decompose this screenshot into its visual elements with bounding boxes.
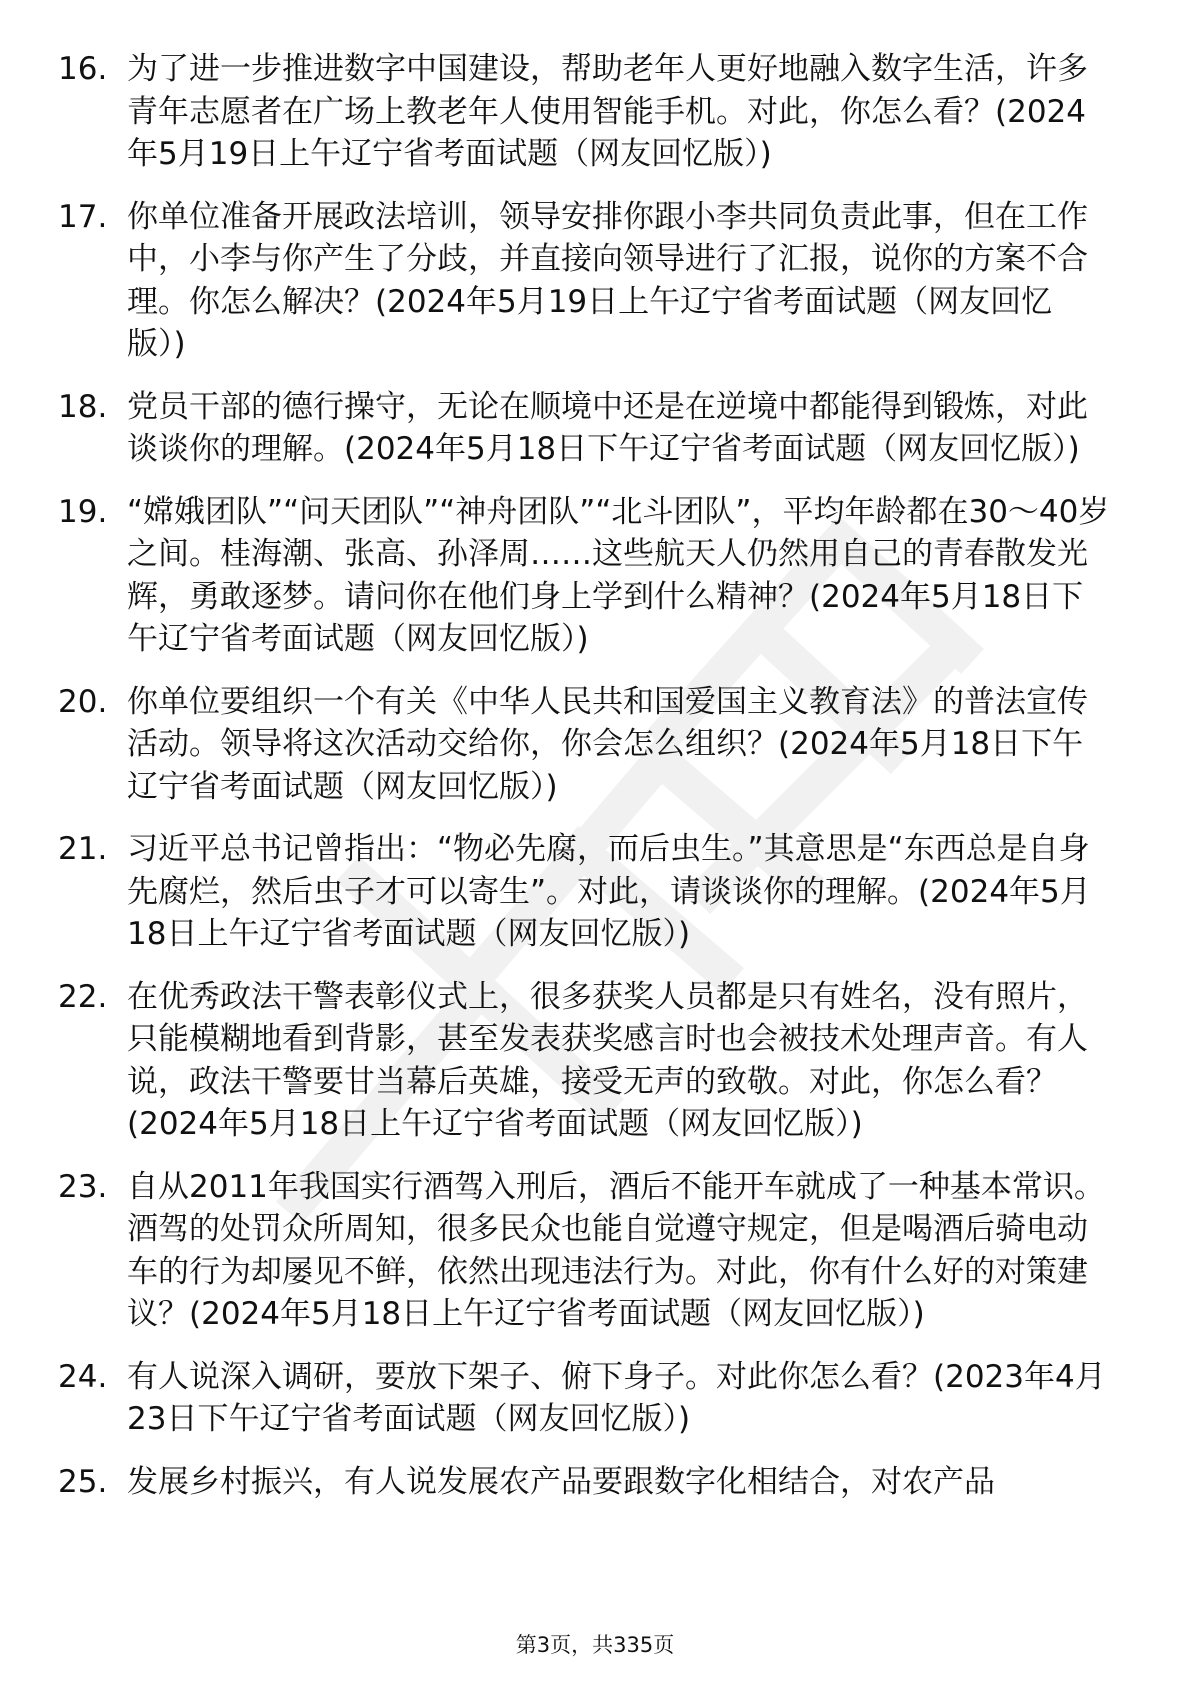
question-item [0,1166,1190,1336]
question-item [0,1356,1190,1441]
question-item [0,491,1190,661]
question-list [0,48,1190,1523]
question-number: 20. [58,683,108,720]
question-number: 24. [58,1358,108,1395]
question-number: 18. [58,388,108,425]
question-number: 16. [58,51,108,87]
question-item [0,1461,1190,1504]
question-number: 23. [58,1168,108,1205]
question-number: 22. [58,978,108,1015]
question-text: “嫦娥团队”“问天团队”“神舟团队”“北斗团队”，平均年龄都在30～40岁之间。桂海潮、张高、孙泽周……这些航天人仍然用自己的青春散发光辉，勇敢逐梦。请问你在他们身上学到什么精神？(2024年5月18日下午辽宁省考面试题（网友回忆版）) [127,493,1110,657]
question-number: 21. [58,831,108,867]
question-text: 党员干部的德行操守，无论在顺境中还是在逆境中都能得到锻炼，对此谈谈你的理解。(2024年5月18日下午辽宁省考面试题（网友回忆版）) [127,388,1088,467]
question-item [0,196,1190,366]
question-text: 你单位要组织一个有关《中华人民共和国爱国主义教育法》的普法宣传活动。领导将这次活动交给你，你会怎么组织？(2024年5月18日下午辽宁省考面试题（网友回忆版）) [127,683,1088,805]
question-item [0,48,1190,176]
question-text: 在优秀政法干警表彰仪式上，很多获奖人员都是只有姓名，没有照片，只能模糊地看到背影，甚至发表获奖感言时也会被技术处理声音。有人说，政法干警要甘当幕后英雄，接受无声的致敬。对此，你怎么看？(2024年5月18日上午辽宁省考面试题（网友回忆版）) [127,978,1088,1142]
question-item [0,976,1190,1146]
question-number: 17. [58,198,108,235]
question-item [0,386,1190,471]
question-text: 有人说深入调研，要放下架子、俯下身子。对此你怎么看？(2023年4月23日下午辽宁省考面试题（网友回忆版）) [127,1358,1106,1437]
page-indicator: 第3页，共335页 [515,1633,675,1657]
question-text: 发展乡村振兴，有人说发展农产品要跟数字化相结合，对农产品 [127,1463,995,1500]
question-text: 为了进一步推进数字中国建设，帮助老年人更好地融入数字生活，许多青年志愿者在广场上教老年人使用智能手机。对此，你怎么看？(2024年5月19日上午辽宁省考面试题（网友回忆版）) [127,51,1088,172]
question-number: 25. [58,1463,108,1500]
question-text: 习近平总书记曾指出：“物必先腐，而后虫生。”其意思是“东西总是自身先腐烂，然后虫子才可以寄生”。对此，请谈谈你的理解。(2024年5月18日上午辽宁省考面试题（网友回忆版）) [127,831,1091,952]
question-text: 自从2011年我国实行酒驾入刑后，酒后不能开车就成了一种基本常识。酒驾的处罚众所周知，很多民众也能自觉遵守规定，但是喝酒后骑电动车的行为却屡见不鲜，依然出现违法行为。对此，你有什么好的对策建议？(2024年5月18日上午辽宁省考面试题（网友回忆版）) [127,1168,1105,1332]
question-text: 你单位准备开展政法培训，领导安排你跟小李共同负责此事，但在工作中，小李与你产生了分歧，并直接向领导进行了汇报，说你的方案不合理。你怎么解决？(2024年5月19日上午辽宁省考面试题（网友回忆版）) [127,198,1088,362]
question-item [0,828,1190,956]
question-item [0,681,1190,809]
question-number: 19. [58,493,108,530]
